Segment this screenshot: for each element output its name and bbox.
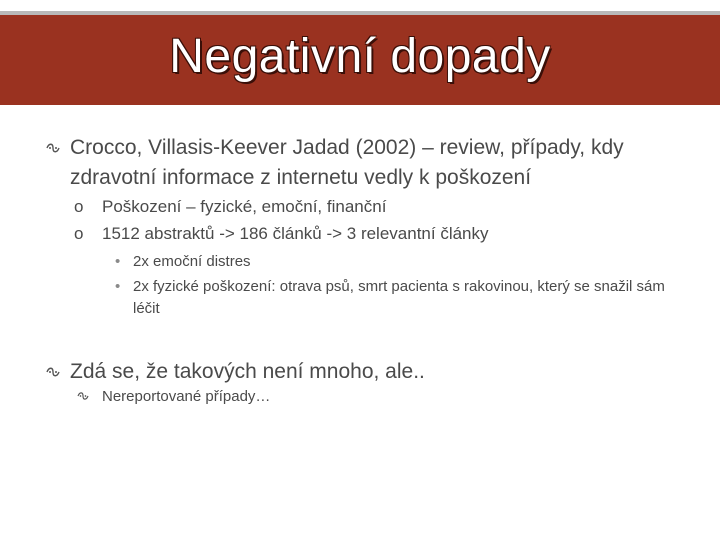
subsub-bullet-marker: •: [115, 253, 121, 270]
bullet-2-sub-text: Nereportované případy…: [102, 388, 271, 405]
sub-bullet-marker: o: [74, 197, 84, 216]
fleuron-icon: [46, 142, 60, 154]
fleuron-icon: [46, 366, 60, 378]
fleuron-icon: [77, 391, 89, 401]
bullet-1-text: Crocco, Villasis-Keever Jadad (2002) – review, případy, kdy zdravotní informace z internetu vedly k poškození: [70, 136, 624, 189]
subsub-bullet-1-text: 2x emoční distres: [133, 253, 251, 270]
slide-title: Negativní dopady: [169, 30, 551, 83]
sub-bullet-2-text: 1512 abstraktů -> 186 článků -> 3 relevantní články: [102, 224, 489, 243]
subsub-bullet-marker: •: [115, 278, 121, 295]
subsub-bullet-2-text: 2x fyzické poškození: otrava psů, smrt pacienta s rakovinou, který se snažil sám léčit: [133, 278, 665, 317]
bullet-2-text: Zdá se, že takových není mnoho, ale..: [70, 360, 425, 383]
sub-bullet-marker: o: [74, 224, 84, 243]
sub-bullet-1-text: Poškození – fyzické, emoční, finanční: [102, 197, 387, 216]
